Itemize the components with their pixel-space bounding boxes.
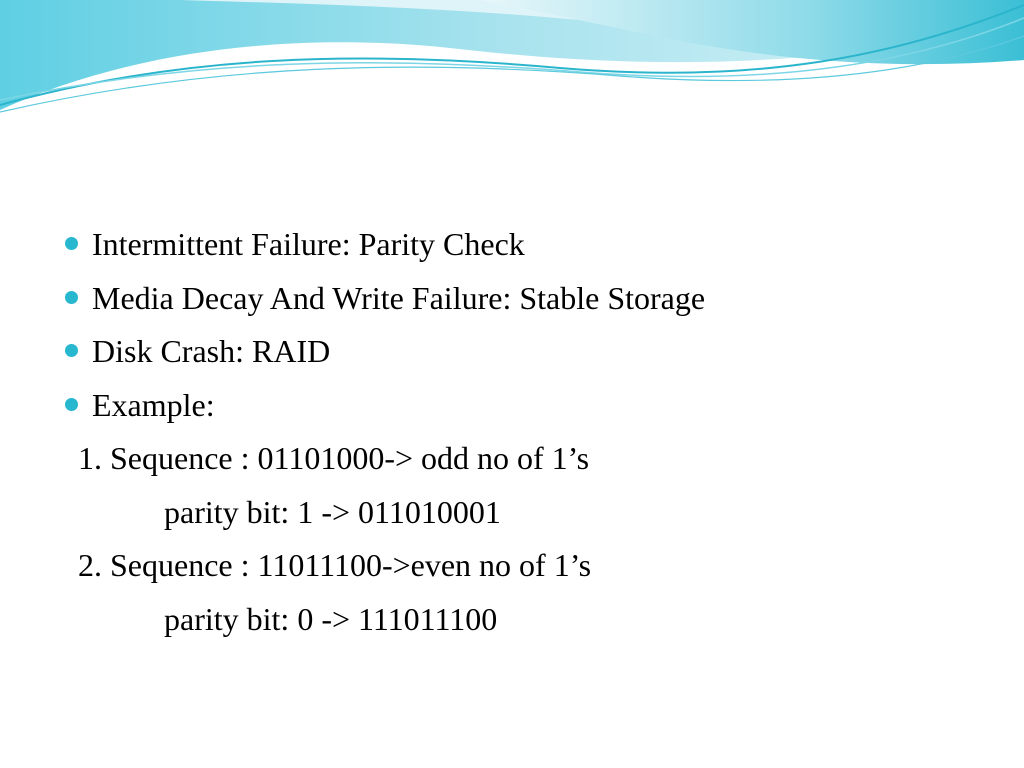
bullet-list (62, 222, 962, 436)
bullet-dot-icon (65, 344, 78, 357)
example-sequence-1: 1. Sequence : 01101000-> odd no of 1’s (78, 440, 590, 476)
bullet-dot-icon (65, 237, 78, 250)
bullet-text: Intermittent Failure: Parity Check (92, 226, 525, 262)
bullet-text: Example: (92, 386, 215, 423)
bullet-item (62, 383, 962, 437)
bullet-item (62, 329, 962, 383)
bullet-dot-icon (65, 398, 78, 411)
example-sequence-2: 2. Sequence : 11011100->even no of 1’s (78, 547, 592, 583)
wave-header-decoration (0, 0, 1024, 130)
bullet-dot-icon (65, 291, 78, 304)
bullet-text: Disk Crash: RAID (92, 333, 331, 369)
bullet-item (62, 276, 962, 330)
example-parity-1: parity bit: 1 -> 011010001 (164, 493, 501, 530)
bullet-item (62, 222, 962, 276)
bullet-text: Media Decay And Write Failure: Stable Storage (92, 279, 706, 316)
slide-body (62, 222, 962, 650)
example-parity-2: parity bit: 0 -> 111011100 (164, 600, 498, 637)
